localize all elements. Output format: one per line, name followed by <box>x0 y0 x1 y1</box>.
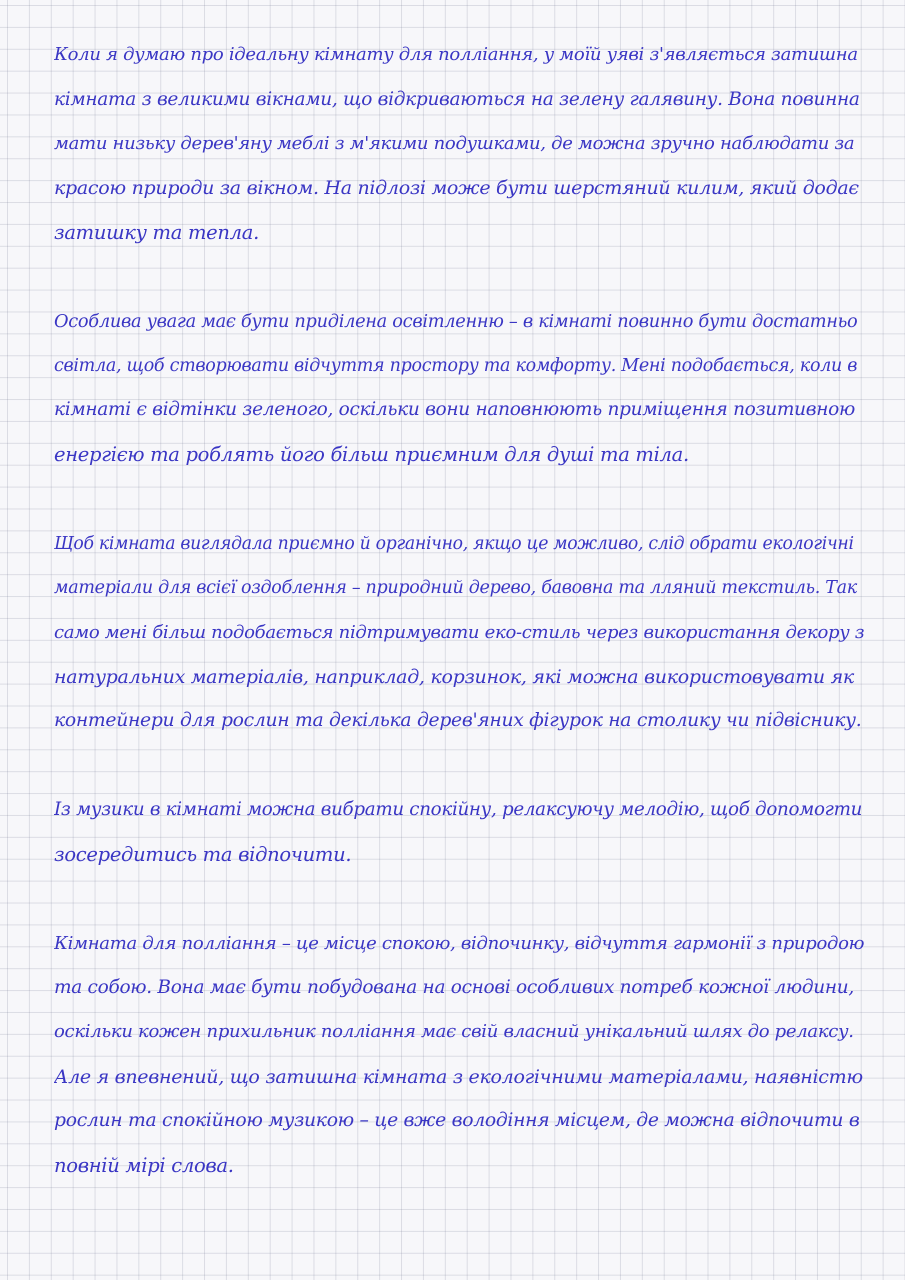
paragraph-5-line-6: повній мірі слова. <box>54 1154 234 1177</box>
paragraph-1-line-2: кімната з великими вікнами, що відкриваються на зелену галявину. Вона повинна <box>54 89 860 110</box>
paragraph-5-line-5: рослин та спокійною музикою – це вже володіння місцем, де можна відпочити в <box>54 1110 860 1131</box>
paragraph-3-line-2: матеріали для всієї оздоблення – природний дерево, бавовна та лляний текстиль. Так <box>54 578 857 598</box>
paragraph-5-line-1: Кімната для полліання – це місце спокою, відпочинку, відчуття гармонії з природою <box>54 933 864 954</box>
paragraph-3-line-1: Щоб кімната виглядала приємно й органічно, якщо це можливо, слід обрати екологічні <box>54 534 854 554</box>
paragraph-1-line-5: затишку та тепла. <box>54 221 259 244</box>
paragraph-2-line-1: Особлива увага має бути приділена освітленню – в кімнаті повинно бути достатньо <box>54 312 858 332</box>
paragraph-2-line-3: кімнаті є відтінки зеленого, оскільки вони наповнюють приміщення позитивною <box>54 399 855 420</box>
paragraph-1-line-1: Коли я думаю про ідеальну кімнату для полліання, у моїй уяві з'являється затишна <box>54 44 858 65</box>
paragraph-2-line-2: світла, щоб створювати відчуття простору та комфорту. Мені подобається, коли в <box>54 356 858 376</box>
paragraph-4-line-1: Із музики в кімнаті можна вибрати спокійну, релаксуючу мелодію, щоб допомогти <box>54 799 863 820</box>
paragraph-5-line-4: Але я впевнений, що затишна кімната з екологічними матеріалами, наявністю <box>54 1066 863 1088</box>
paragraph-3-line-3: само мені більш подобається підтримувати еко-стиль через використання декору з <box>54 622 864 643</box>
paragraph-5-line-3: оскільки кожен прихильник полліання має свій власний унікальний шлях до релаксу. <box>54 1021 854 1042</box>
paragraph-3-line-5: контейнери для рослин та декілька дерев'яних фігурок на столику чи підвіснику. <box>54 710 862 731</box>
paragraph-1-line-4: красою природи за вікном. На підлозі може бути шерстяний килим, який додає <box>54 177 859 199</box>
paragraph-2-line-4: енергією та роблять його більш приємним для душі та тіла. <box>54 443 689 466</box>
paragraph-5-line-2: та собою. Вона має бути побудована на основі особливих потреб кожної людини, <box>54 977 854 998</box>
paragraph-1-line-3: мати низьку дерев'яну меблі з м'якими подушками, де можна зручно наблюдати за <box>54 133 855 154</box>
paragraph-4-line-2: зосередитись та відпочити. <box>54 843 352 866</box>
paragraph-3-line-4: натуральних матеріалів, наприклад, корзинок, які можна використовувати як <box>54 666 854 688</box>
